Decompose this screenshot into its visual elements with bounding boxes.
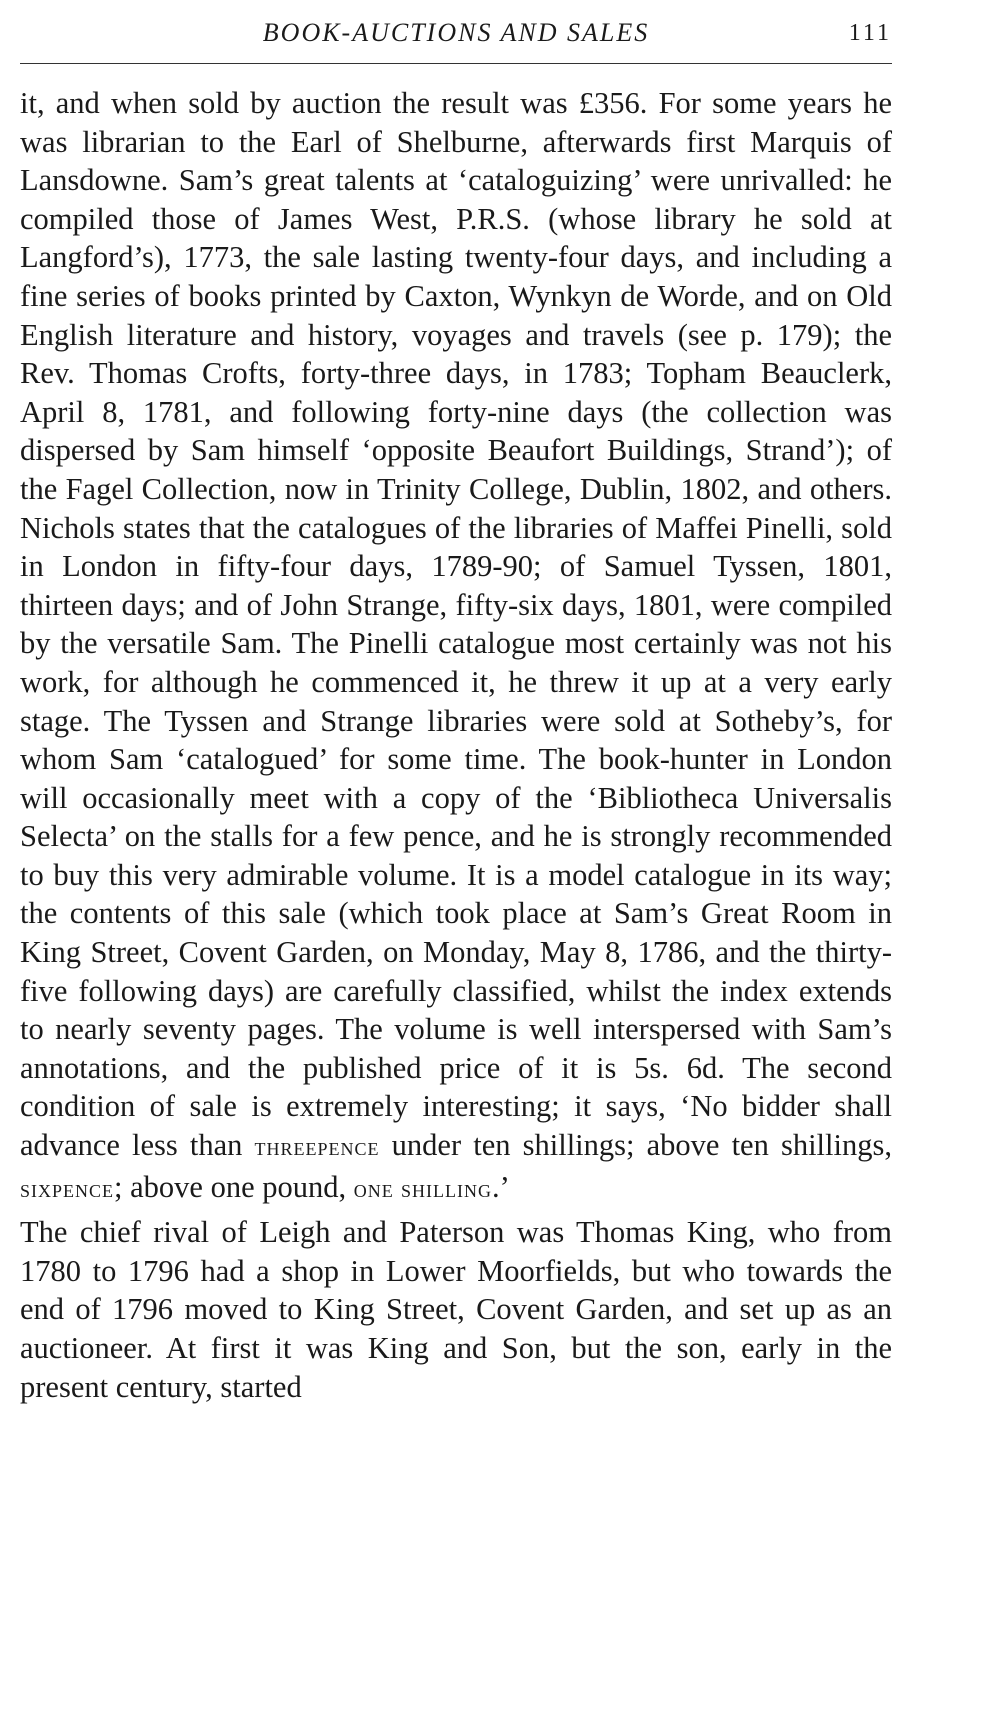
paragraph-2: The chief rival of Leigh and Paterson was Thomas King, who from 1780 to 1796 had a shop in Lower Moorfields, but who towards the end of 1796 moved to King Street, Covent Garden, and set up as an auctioneer. At first it was King and Son, but the son, early in the present century, started <box>20 1215 892 1404</box>
small-caps-sixpence: sixpence <box>20 1175 115 1203</box>
running-title: BOOK-AUCTIONS AND SALES <box>262 18 650 47</box>
running-head <box>20 0 892 64</box>
body-text <box>20 84 892 1406</box>
paragraph-1-text-d: .’ <box>491 1169 510 1204</box>
paragraph-1 <box>20 84 892 1209</box>
paragraph-1-text-c: ; above one pound, <box>114 1169 354 1204</box>
small-caps-one-shilling: one shilling <box>353 1175 492 1203</box>
header-rule <box>20 63 892 64</box>
paragraph-1-text-b: under ten shillings; above ten shillings, <box>379 1128 892 1163</box>
book-page <box>20 0 892 1406</box>
paragraph-1-text: it, and when sold by auction the result was £356. For some years he was librarian to the Earl of Shelburne, afterwards first Marquis of Lansdowne. Sam’s great talents at ‘cataloguizing’ were unrivalled: he compiled those of James West, P.R.S. (whose library he sold at Langford’s), 1773, the sale lasting twenty-four days, and including a fine series of books printed by Caxton, Wynkyn de Worde, and on Old English literature and history, voyages and travels (see p. 179); the Rev. Thomas Crofts, forty-three days, in 1783; Topham Beauclerk, April 8, 1781, and following forty-nine days (the collection was dispersed by Sam himself ‘opposite Beaufort Buildings, Strand’); of the Fagel Collection, now in Trinity College, Dublin, 1802, and others. Nichols states that the catalogues of the libraries of Maffei Pinelli, sold in London in fifty-four days, 1789-90; of Samuel Tyssen, 1801, thirteen days; and of John Strange, fifty-six days, 1801, were compiled by the versatile Sam. The Pinelli catalogue most certainly was not his work, for although he commenced it, he threw it up at a very early stage. The Tyssen and Strange libraries were sold at Sotheby’s, for whom Sam ‘catalogued’ for some time. The book-hunter in London will occasionally meet with a copy of the ‘Bibliotheca Universalis Selecta’ on the stalls for a few pence, and he is strongly recommended to buy this very admirable volume. It is a model catalogue in its way; the contents of this sale (which took place at Sam’s Great Room in King Street, Covent Garden, on Monday, May 8, 1786, and the thirty-five following days) are carefully classified, whilst the index extends to nearly seventy pages. The volume is well interspersed with Sam’s annotations, and the published price of it is 5s. 6d. The second condition of sale is extremely interesting; it says, ‘No bidder shall advance less than <box>20 86 892 1163</box>
small-caps-threepence: threepence <box>254 1134 380 1162</box>
page-number: 111 <box>848 20 892 46</box>
